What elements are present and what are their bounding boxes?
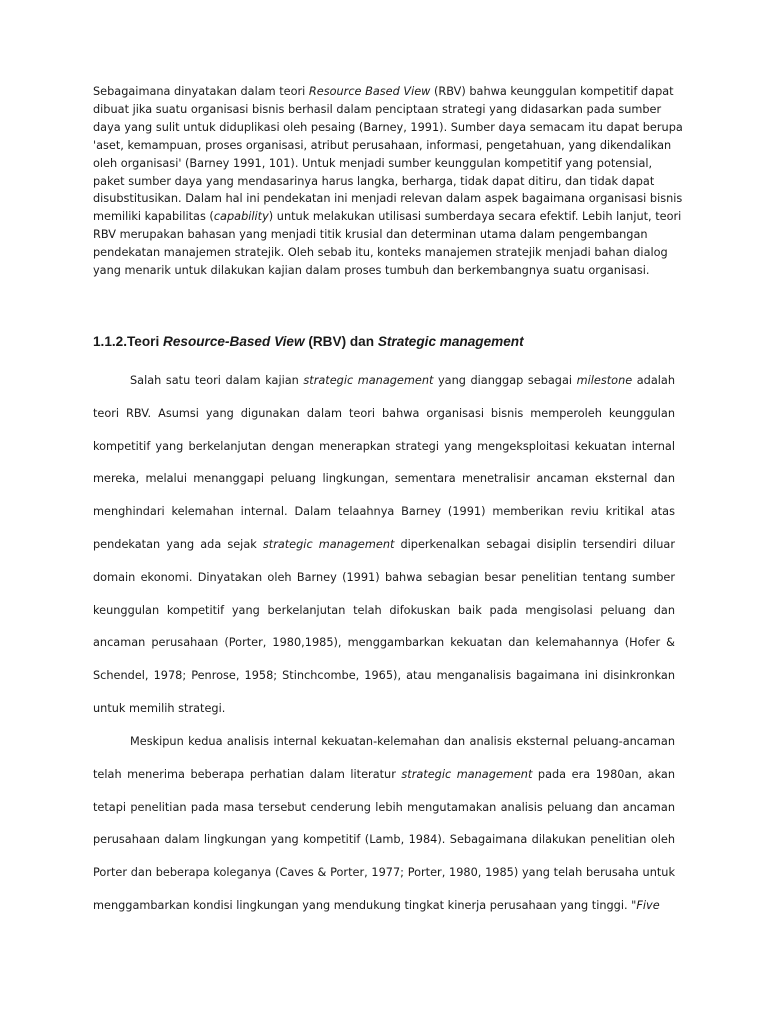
p2-term-sm: strategic management [401, 767, 533, 781]
heading-term-sm: Strategic management [377, 334, 524, 349]
intro-text-3: ) untuk melakukan utilisasi sumberdaya secara efektif. Lebih lanjut, teori RBV merupakan bahasan yang menjadi titik krusial dan determinan utama dalam pengembangan pendekatan manajemen stratejik. Oleh sebab itu, konteks manajemen stratejik menjadi bahan dialog yang menarik untuk dilakukan kajian dalam proses tumbuh dan berkembangnya suatu organisasi. [93, 210, 682, 278]
p1-term-milestone: milestone [576, 374, 633, 387]
heading-number: 1.1.2.Teori [93, 334, 164, 349]
p1-term-sm-2: strategic management [262, 537, 395, 551]
intro-text-1: Sebagaimana dinyatakan dalam teori [93, 85, 309, 98]
p1-text-3: adalah teori RBV. Asumsi yang digunakan dalam teori bahwa organisasi bisnis memperoleh keunggulan kompetitif yang berkelanjutan dengan menerapkan strategi yang mengeksploitasi kekuatan internal mereka, melalui menanggapi peluang lingkungan, sementara menetralisir ancaman eksternal dan menghindari kelemahan internal. Dalam telaahnya Barney (1991) memberikan reviu kritikal atas pendekatan yang ada sejak [93, 374, 675, 551]
intro-term-rbv: Resource Based View [308, 85, 431, 98]
heading-connector: (RBV) dan [304, 334, 378, 349]
p2-term-five: Five [636, 898, 660, 912]
intro-term-capability: capability [213, 210, 269, 224]
p1-text-4: diperkenalkan sebagai disiplin tersendiri diluar domain ekonomi. Dinyatakan oleh Barney (1991) bahwa sebagian besar penelitian tentang sumber keunggulan kompetitif yang berkelanjutan telah difokuskan baik pada mengisolasi peluang dan ancaman perusahaan (Porter, 1980,1985), menggambarkan kekuatan dan kelemahannya (Hofer & Schendel, 1978; Penrose, 1958; Stinchcombe, 1965), atau menganalisis bagaimana ini disinkronkan untuk memilih strategi. [93, 537, 675, 715]
heading-term-rbv: Resource-Based View [163, 334, 305, 349]
p1-term-sm: strategic management [303, 374, 434, 387]
body-paragraph-2 [93, 726, 675, 923]
section-heading [93, 334, 693, 349]
p1-text-1: Salah satu teori dalam kajian [130, 374, 304, 387]
p1-text-2: yang dianggap sebagai [433, 374, 577, 387]
p2-text-1: Meskipun kedua analisis internal kekuatan-kelemahan dan analisis eksternal peluang-ancaman telah menerima beberapa perhatian dalam literatur [93, 735, 675, 781]
intro-paragraph [93, 83, 683, 280]
body-paragraph-1 [93, 365, 675, 726]
p2-text-2: pada era 1980an, akan tetapi penelitian pada masa tersebut cenderung lebih mengutamakan analisis peluang dan ancaman perusahaan dalam lingkungan yang kompetitif (Lamb, 1984). Sebagaimana dilakukan penelitian oleh Porter dan beberapa koleganya (Caves & Porter, 1977; Porter, 1980, 1985) yang telah berusaha untuk menggambarkan kondisi lingkungan yang mendukung tingkat kinerja perusahaan yang tinggi. " [93, 767, 675, 912]
intro-text-2: (RBV) bahwa keunggulan kompetitif dapat dibuat jika suatu organisasi bisnis berhasil dalam penciptaan strategi yang didasarkan pada sumber daya yang sulit untuk diduplikasi oleh pesaing (Barney, 1991). Sumber daya semacam itu dapat berupa 'aset, kemampuan, proses organisasi, atribut perusahaan, informasi, pengetahuan, yang dikendalikan oleh organisasi' (Barney 1991, 101). Untuk menjadi sumber keunggulan kompetitif yang potensial, paket sumber daya yang mendasarinya harus langka, berharga, tidak dapat ditiru, dan tidak dapat disubstitusikan. Dalam hal ini pendekatan ini menjadi relevan dalam aspek bagaimana organisasi bisnis memiliki kapabilitas ( [93, 85, 683, 224]
